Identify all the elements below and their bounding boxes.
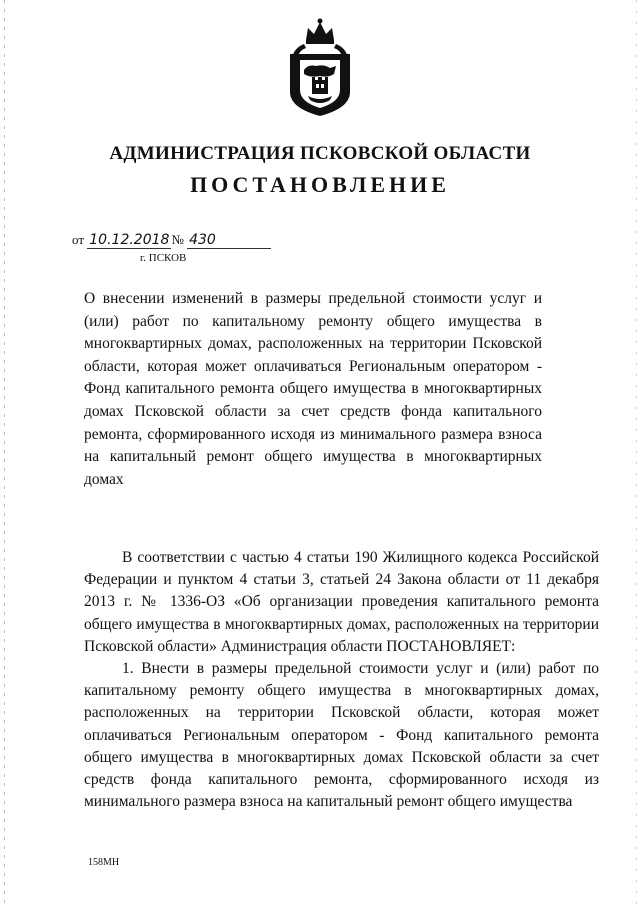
date-number-line bbox=[72, 232, 271, 249]
organization-title: АДМИНИСТРАЦИЯ ПСКОВСКОЙ ОБЛАСТИ bbox=[109, 143, 531, 164]
document-type-title: ПОСТАНОВЛЕНИЕ bbox=[190, 172, 450, 197]
scan-edge-left bbox=[4, 0, 5, 905]
body-paragraph: В соответствии с частью 4 статьи 190 Жилищного кодекса Российской Федерации и пунктом 4 статьи 3, статьей 24 Закона области от 11 декабря 2013 г. № 1336-ОЗ «Об организации проведения капитального ремонта общего имущества в многоквартирных домах, расположенных на территории Псковской области» Администрация области ПОСТАНОВЛЯЕТ: bbox=[84, 549, 599, 655]
city-label: г. ПСКОВ bbox=[140, 252, 187, 264]
handwritten-date: 10.12.2018 bbox=[89, 232, 170, 248]
handwritten-number: 430 bbox=[187, 232, 271, 249]
document-body bbox=[84, 547, 599, 813]
body-paragraph: 1. Внести в размеры предельной стоимости услуг и (или) работ по капитальному ремонту общего имущества в многоквартирных домах, расположенных на территории Псковской области, которая может оплачиваться Региональным оператором - Фонд капитального ремонта общего имущества в многоквартирных домах Псковской области за счет средств фонда капитального ремонта, сформированного исходя из минимального размера взноса на капитальный ремонт общего имущества bbox=[84, 660, 599, 811]
number-sign: № bbox=[171, 232, 184, 247]
scan-edge-right bbox=[636, 0, 637, 905]
footer-code: 158МН bbox=[88, 857, 120, 868]
coat-of-arms-icon bbox=[284, 18, 356, 118]
date-prefix: от bbox=[72, 232, 85, 247]
document-subject: О внесении изменений в размеры предельной стоимости услуг и (или) работ по капитальному ремонту общего имущества в многоквартирных домах, расположенных на территории Псковской области, которая может оплачиваться Региональным оператором - Фонд капитального ремонта общего имущества в многоквартирных домах Псковской области за счет средств фонда капитального ремонта, сформированного исходя из минимального размера взноса на капитальный ремонт общего имущества в многоквартирных домах bbox=[84, 290, 542, 488]
